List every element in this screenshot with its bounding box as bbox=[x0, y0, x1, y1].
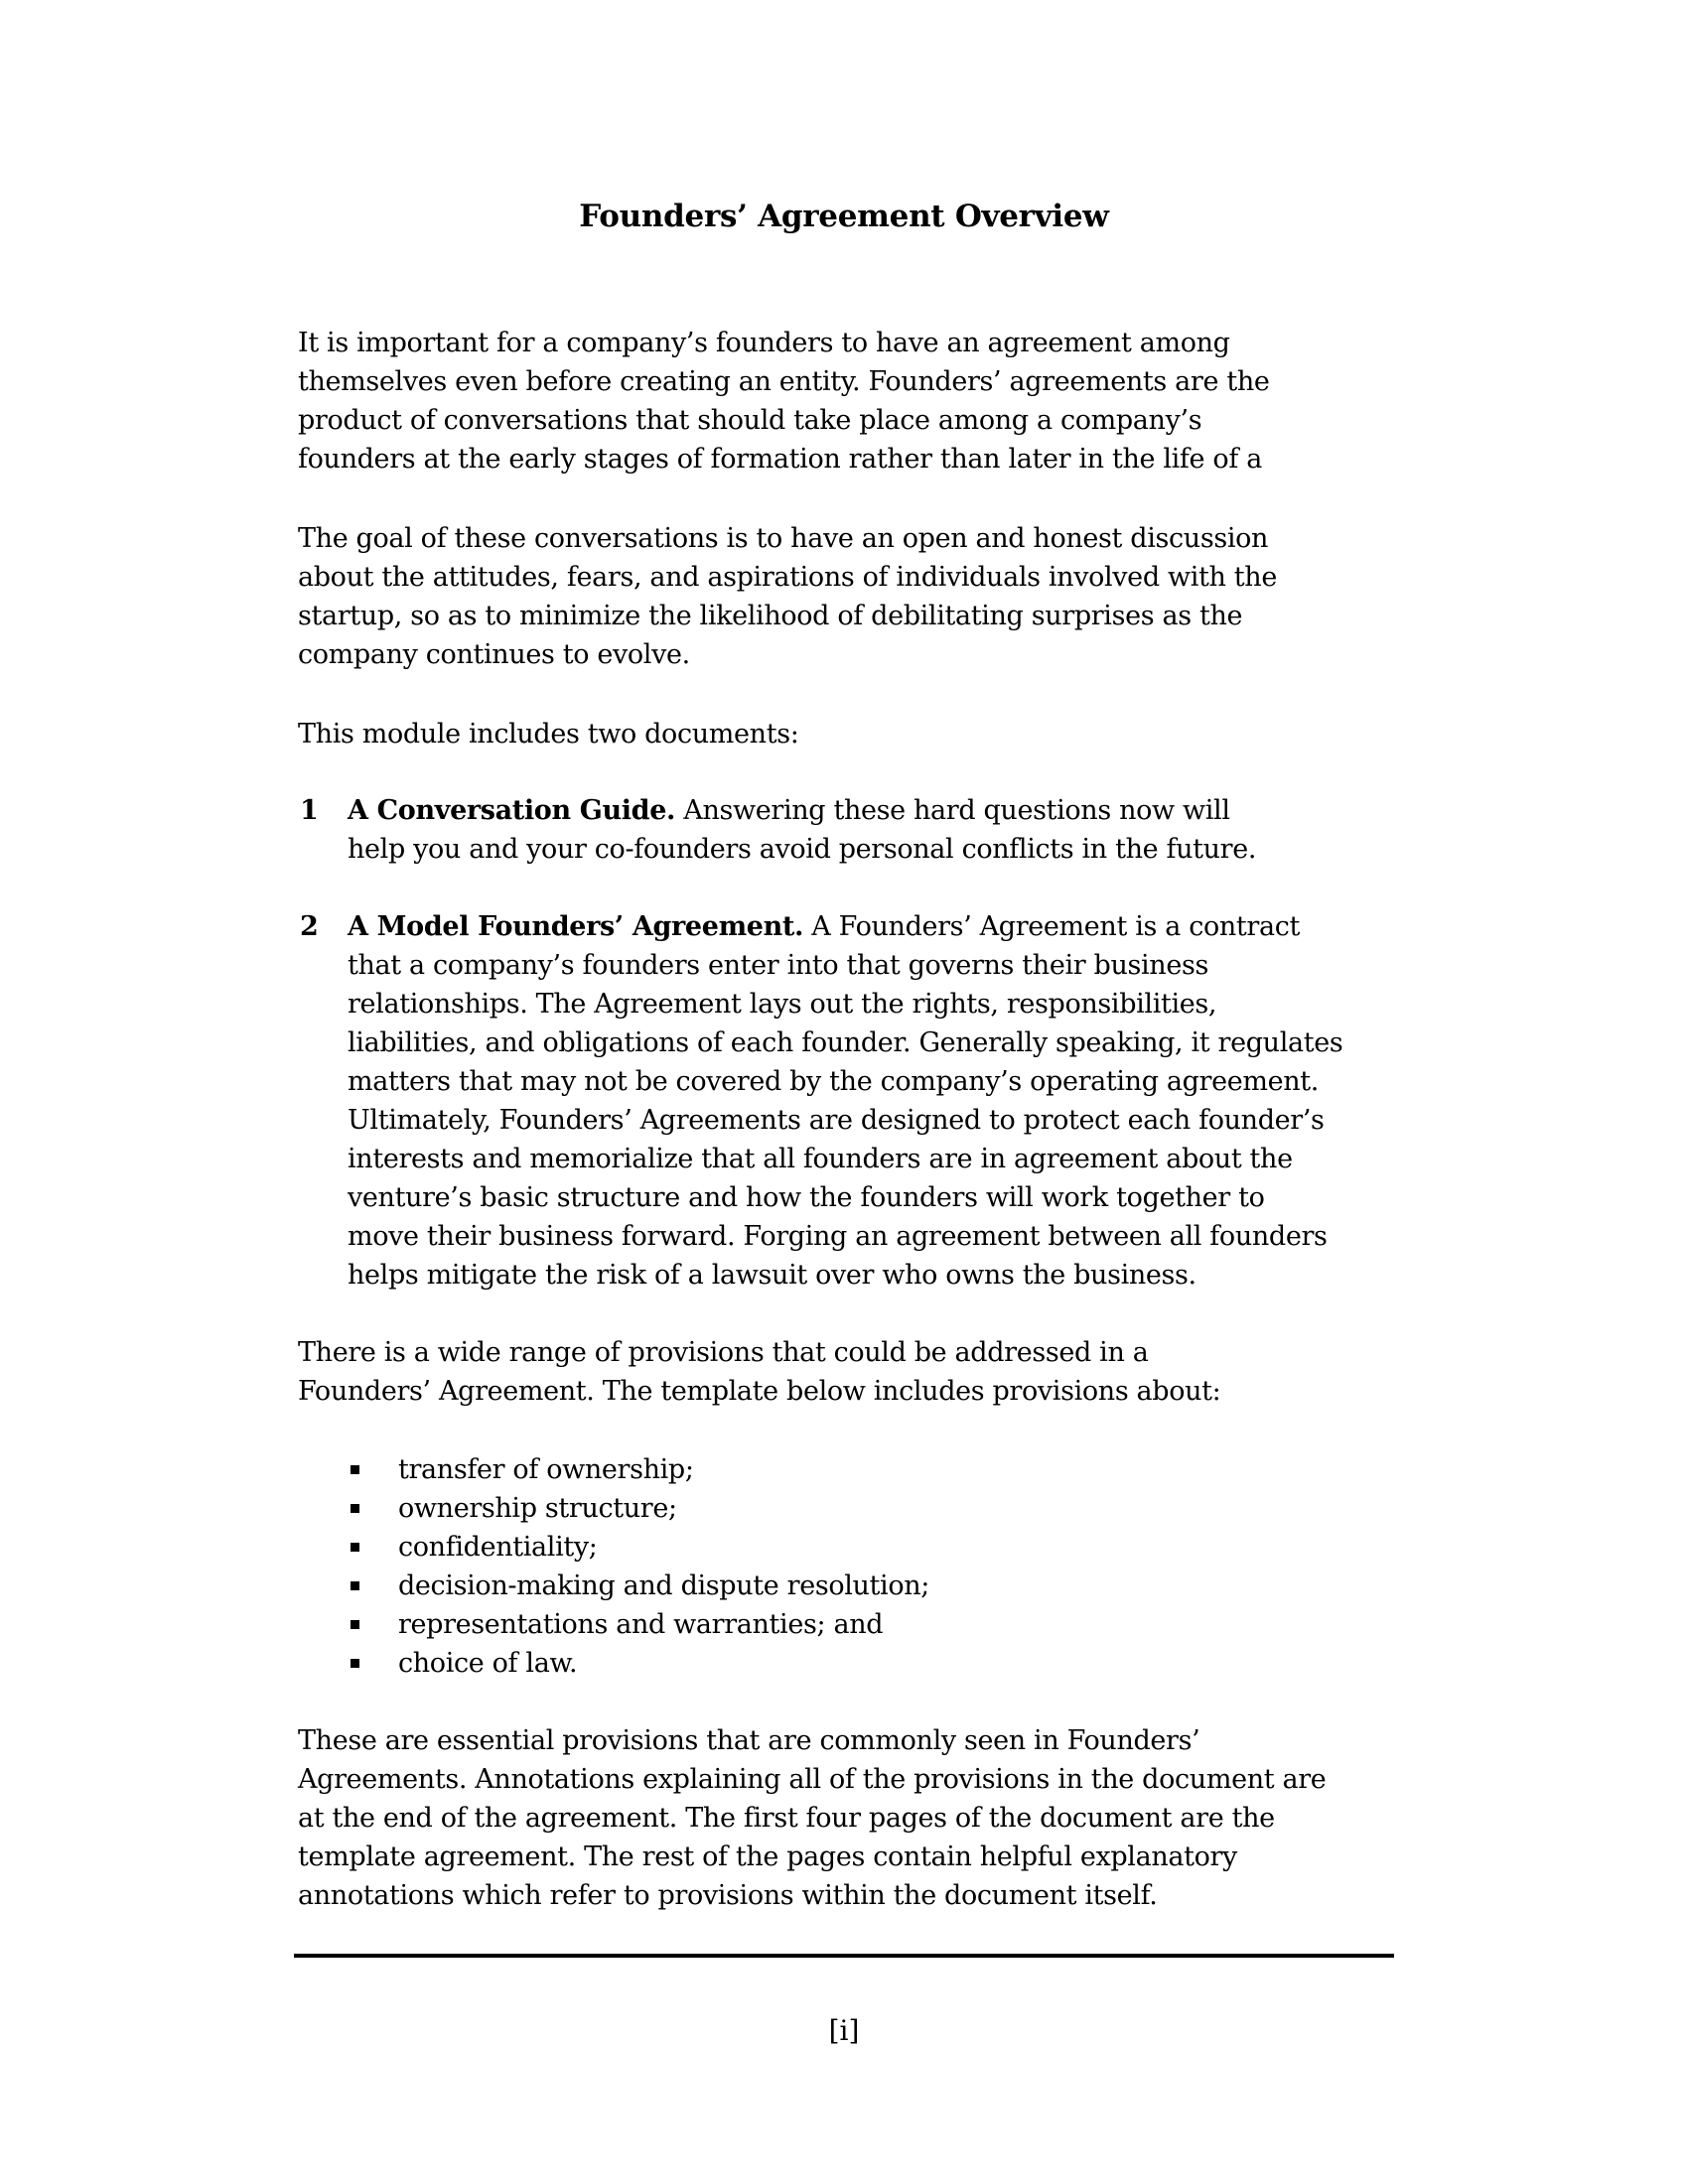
item-lead: A Conversation Guide. bbox=[348, 795, 676, 826]
item-first-line bbox=[348, 907, 1342, 946]
intro-paragraph bbox=[298, 324, 1270, 478]
page-number: [i] bbox=[828, 2014, 860, 2047]
paragraph-line: The goal of these conversations is to have an open and honest discussion bbox=[298, 523, 1269, 554]
item-lead-rest: A Founders’ Agreement is a contract bbox=[803, 911, 1301, 942]
paragraph-line: Founders’ Agreement. The template below includes provisions about: bbox=[298, 1376, 1221, 1407]
item-line: help you and your co-founders avoid personal conflicts in the future. bbox=[348, 834, 1257, 865]
item-first-line bbox=[348, 791, 1256, 830]
paragraph-line: founders at the early stages of formation rather than later in the life of a bbox=[298, 444, 1262, 475]
item-lead-rest: Answering these hard questions now will bbox=[675, 795, 1230, 826]
list-item-text: transfer of ownership; bbox=[398, 1454, 694, 1485]
paragraph-line: template agreement. The rest of the pages contain helpful explanatory bbox=[298, 1842, 1237, 1872]
paragraph-line: This module includes two documents: bbox=[298, 719, 799, 750]
numbered-item-model-agreement bbox=[348, 907, 1342, 1295]
provisions-paragraph bbox=[298, 1333, 1220, 1411]
paragraph-line: It is important for a company’s founders to have an agreement among bbox=[298, 328, 1230, 358]
list-item-text: choice of law. bbox=[398, 1648, 578, 1679]
item-line: relationships. The Agreement lays out the rights, responsibilities, bbox=[348, 989, 1217, 1020]
list-number: 2 bbox=[300, 911, 319, 942]
list-item-text: ownership structure; bbox=[398, 1493, 677, 1524]
item-line: interests and memorialize that all founders are in agreement about the bbox=[348, 1144, 1293, 1174]
square-bullet-icon bbox=[351, 1465, 359, 1474]
paragraph-line: startup, so as to minimize the likelihood of debilitating surprises as the bbox=[298, 601, 1243, 631]
square-bullet-icon bbox=[351, 1504, 359, 1513]
closing-paragraph bbox=[298, 1721, 1326, 1915]
paragraph-line: There is a wide range of provisions that could be addressed in a bbox=[298, 1337, 1149, 1368]
item-line: liabilities, and obligations of each founder. Generally speaking, it regulates bbox=[348, 1027, 1343, 1058]
item-line: helps mitigate the risk of a lawsuit over who owns the business. bbox=[348, 1260, 1196, 1291]
list-item-text: representations and warranties; and bbox=[398, 1609, 884, 1640]
item-lead: A Model Founders’ Agreement. bbox=[348, 911, 804, 942]
item-line: Ultimately, Founders’ Agreements are designed to protect each founder’s bbox=[348, 1105, 1325, 1136]
item-line: that a company’s founders enter into that governs their business bbox=[348, 950, 1208, 981]
item-line: move their business forward. Forging an agreement between all founders bbox=[348, 1221, 1328, 1252]
item-line: venture’s basic structure and how the founders will work together to bbox=[348, 1182, 1265, 1213]
square-bullet-icon bbox=[351, 1581, 359, 1590]
square-bullet-icon bbox=[351, 1659, 359, 1668]
footer-divider bbox=[294, 1954, 1394, 1958]
paragraph-line: themselves even before creating an entity. Founders’ agreements are the bbox=[298, 366, 1270, 397]
paragraph-line: Agreements. Annotations explaining all of the provisions in the document are bbox=[298, 1764, 1327, 1795]
square-bullet-icon bbox=[351, 1543, 359, 1552]
paragraph-line: about the attitudes, fears, and aspirations of individuals involved with the bbox=[298, 562, 1277, 593]
square-bullet-icon bbox=[351, 1620, 359, 1629]
goal-paragraph bbox=[298, 519, 1277, 674]
module-intro bbox=[298, 715, 798, 753]
paragraph-line: These are essential provisions that are commonly seen in Founders’ bbox=[298, 1725, 1200, 1756]
list-item-text: decision-making and dispute resolution; bbox=[398, 1570, 930, 1601]
paragraph-line: annotations which refer to provisions within the document itself. bbox=[298, 1880, 1158, 1911]
page-title: Founders’ Agreement Overview bbox=[579, 199, 1109, 234]
list-number: 1 bbox=[300, 795, 319, 826]
item-line: matters that may not be covered by the company’s operating agreement. bbox=[348, 1066, 1320, 1097]
numbered-item-conversation-guide bbox=[348, 791, 1256, 869]
paragraph-line: at the end of the agreement. The first four pages of the document are the bbox=[298, 1803, 1275, 1834]
list-item-text: confidentiality; bbox=[398, 1532, 598, 1563]
paragraph-line: company continues to evolve. bbox=[298, 639, 690, 670]
paragraph-line: product of conversations that should take place among a company’s bbox=[298, 405, 1202, 436]
